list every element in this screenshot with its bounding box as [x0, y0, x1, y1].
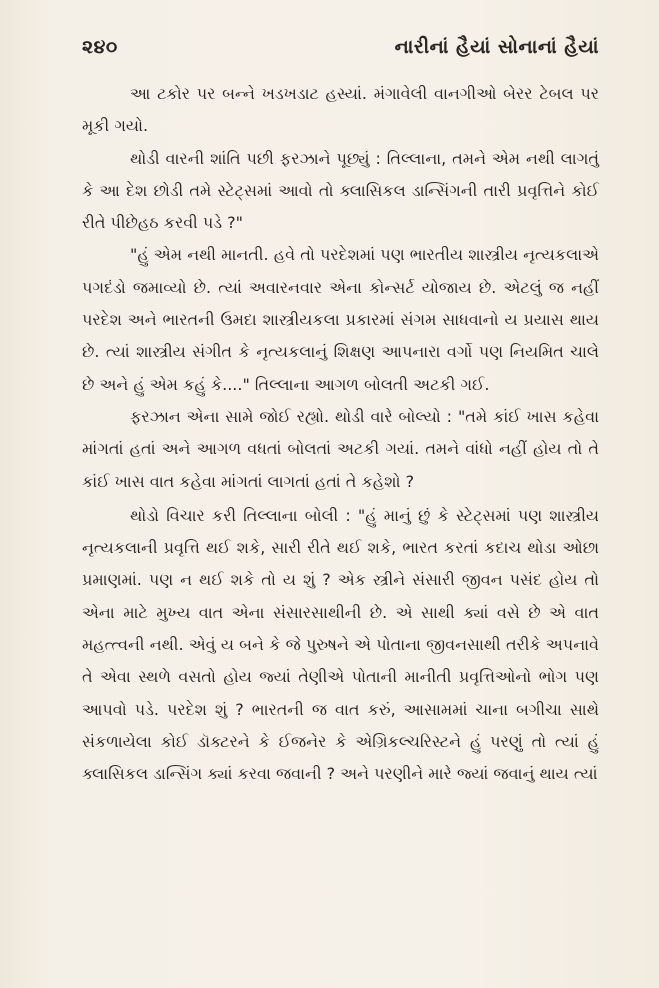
page-number: ૨૪૦ [82, 36, 118, 58]
paragraph: "હું એમ નથી માનતી. હવે તો પરદેશમાં પણ ભારતીય શાસ્ત્રીય નૃત્યકલાએ પગદંડો જમાવ્યો છે. ત્યાં અવારનવાર એના કોન્સર્ટ યોજાય છે. એટલું જ નહીં પરદેશ અને ભારતની ઉમદા શાસ્ત્રીયકલા પ્રકારમાં સંગમ સાધવાનો ય પ્રયાસ થાય છે. ત્યાં શાસ્ત્રીય સંગીત કે નૃત્યકલાનું શિક્ષણ આપનારા વર્ગો પણ નિયમિત ચાલે છે અને હું એમ કહું કે...." તિલ્લાના આગળ બોલતી અટકી ગઈ. [82, 245, 599, 394]
paragraph: આ ટકોર પર બન્ને ખડખડાટ હસ્યાં. મંગાવેલી વાનગીઓ બેરર ટેબલ પર મૂકી ગયો. [82, 84, 599, 136]
paragraph: ફરઝાન એના સામે જોઈ રહ્યો. થોડી વારે બોલ્યો : "તમે કાંઈ ખાસ કહેવા માંગતાં હતાં અને આગળ વધતાં બોલતાં અટકી ગયાં. તમને વાંધો નહીં હોય તો તે કાંઈ ખાસ વાત કહેવા માંગતાં લાગતાં હતાં તે કહેશો ? [82, 406, 599, 491]
page-header [82, 36, 599, 64]
paragraph: થોડી વારની શાંતિ પછી ફરઝાને પૂછ્યું : તિલ્લાના, તમને એમ નથી લાગતું કે આ દેશ છોડી તમે સ્ટેટ્સમાં આવો તો ક્લાસિકલ ડાન્સિંગની તારી પ્રવૃત્તિને કોઈ રીતે પીછેહઠ કરવી પડે ?" [82, 148, 599, 233]
running-head: નારીનાં હૈયાં સોનાનાં હૈયાં [394, 36, 599, 58]
paragraph: થોડો વિચાર કરી તિલ્લાના બોલી : "હું માનું છું કે સ્ટેટ્સમાં પણ શાસ્ત્રીય નૃત્યકલાની પ્રવૃત્તિ થઈ શકે, સારી રીતે થઈ શકે, ભારત કરતાં કદાચ થોડા ઓછા પ્રમાણમાં. પણ ન થઈ શકે તો ય શું ? એક સ્ત્રીને સંસારી જીવન પસંદ હોય તો એના માટે મુખ્ય વાત એના સંસારસાથીની છે. એ સાથી ક્યાં વસે છે એ વાત મહત્ત્વની નથી. એવું ય બને કે જે પુરુષને એ પોતાના જીવનસાથી તરીકે અપનાવે તે એવા સ્થળે વસતો હોય જ્યાં તેણીએ પોતાની માનીતી પ્રવૃત્તિઓનો ભોગ પણ આપવો પડે. પરદેશ શું ? ભારતની જ વાત કરું, આસામમાં ચાના બગીચા સાથે સંકળાયેલા કોઈ ડૉક્ટરને કે ઈજનેર કે એગ્રિકલ્ચરિસ્ટને હું પરણું તો ત્યાં હું ક્લાસિકલ ડાન્સિંગ ક્યાં કરવા જવાની ? અને પરણીને મારે જ્યાં જવાનું થાય ત્યાં [82, 505, 599, 784]
body-text [82, 78, 599, 791]
